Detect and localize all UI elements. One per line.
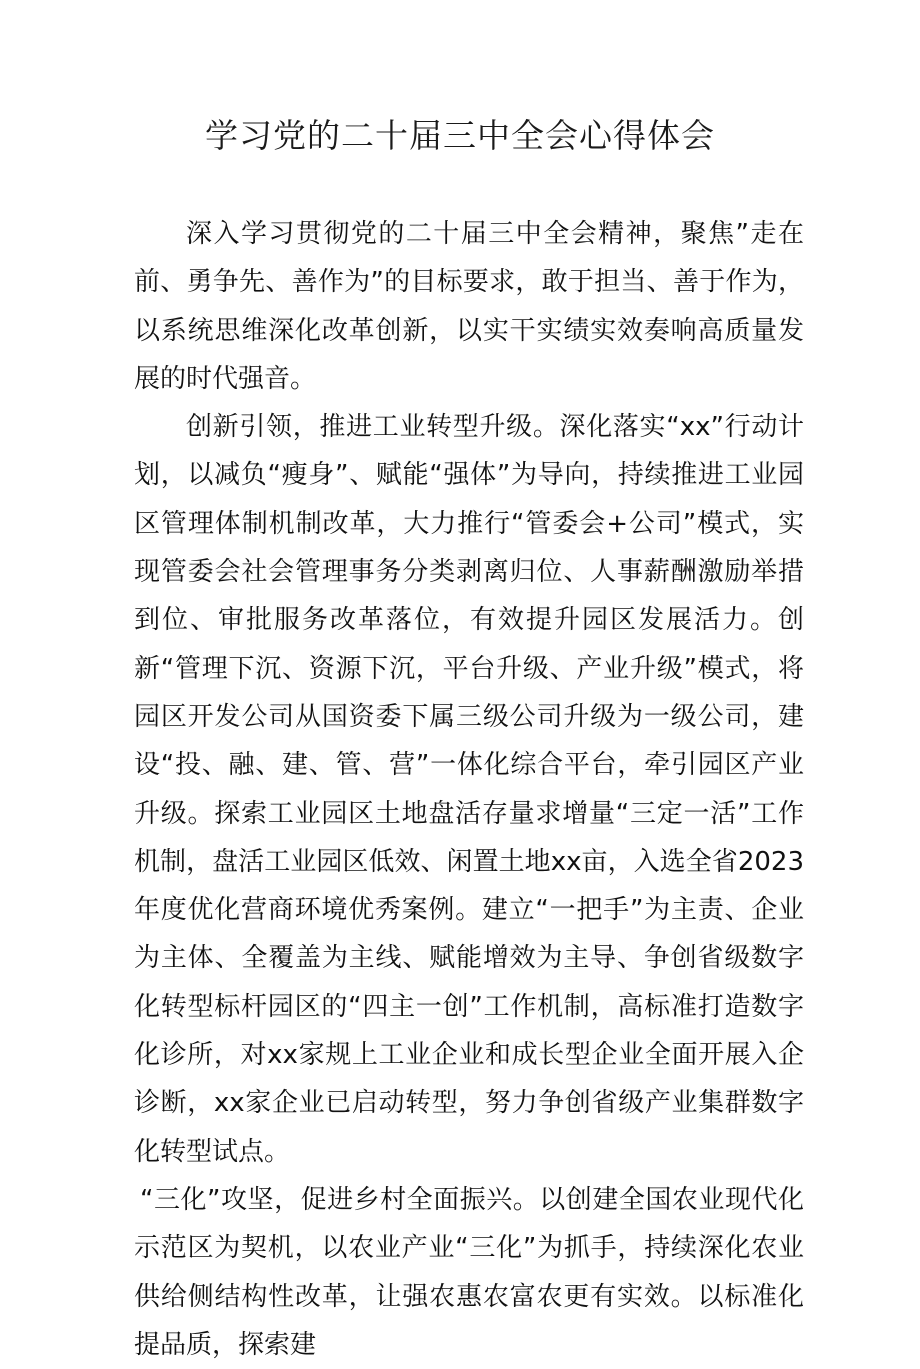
paragraph-rural: “三化”攻坚，促进乡村全面振兴。以创建全国农业现代化示范区为契机，以农业产业“三化”为抓手，持续深化农业供给侧结构性改革，让强农惠农富农更有实效。以标准化提品质，探索建: [134, 1184, 804, 1360]
paragraph-intro: 深入学习贯彻党的二十届三中全会精神，聚焦”走在前、勇争先、善作为”的目标要求，敢于担当、善于作为，以系统思维深化改革创新，以实干实绩实效奏响高质量发展的时代强音。: [134, 219, 804, 394]
document-title: 学习党的二十届三中全会心得体会: [205, 116, 715, 155]
paragraph-industry: 创新引领，推进工业转型升级。深化落实“xx”行动计划，以减负“瘦身”、赋能“强体”为导向，持续推进工业园区管理体制机制改革，大力推行“管委会+公司”模式，实现管委会社会管理事务分类剥离归位、人事薪酬激励举措到位、审批服务改革落位，有效提升园区发展活力。创新“管理下沉、资源下沉，平台升级、产业升级”模式，将园区开发公司从国资委下属三级公司升级为一级公司，建设“投、融、建、管、营”一体化综合平台，牵引园区产业升级。探索工业园区土地盘活存量求增量“三定一活”工作机制，盘活工业园区低效、闲置土地xx亩，入选全省2023年度优化营商环境优秀案例。建立“一把手”为主责、企业为主体、全覆盖为主线、赋能增效为主导、争创省级数字化转型标杆园区的“四主一创”工作机制，高标准打造数字化诊所，对xx家规上工业企业和成长型企业全面开展入企诊断，xx家企业已启动转型，努力争创省级产业集群数字化转型试点。: [134, 412, 804, 1167]
document-body: [134, 210, 804, 1369]
